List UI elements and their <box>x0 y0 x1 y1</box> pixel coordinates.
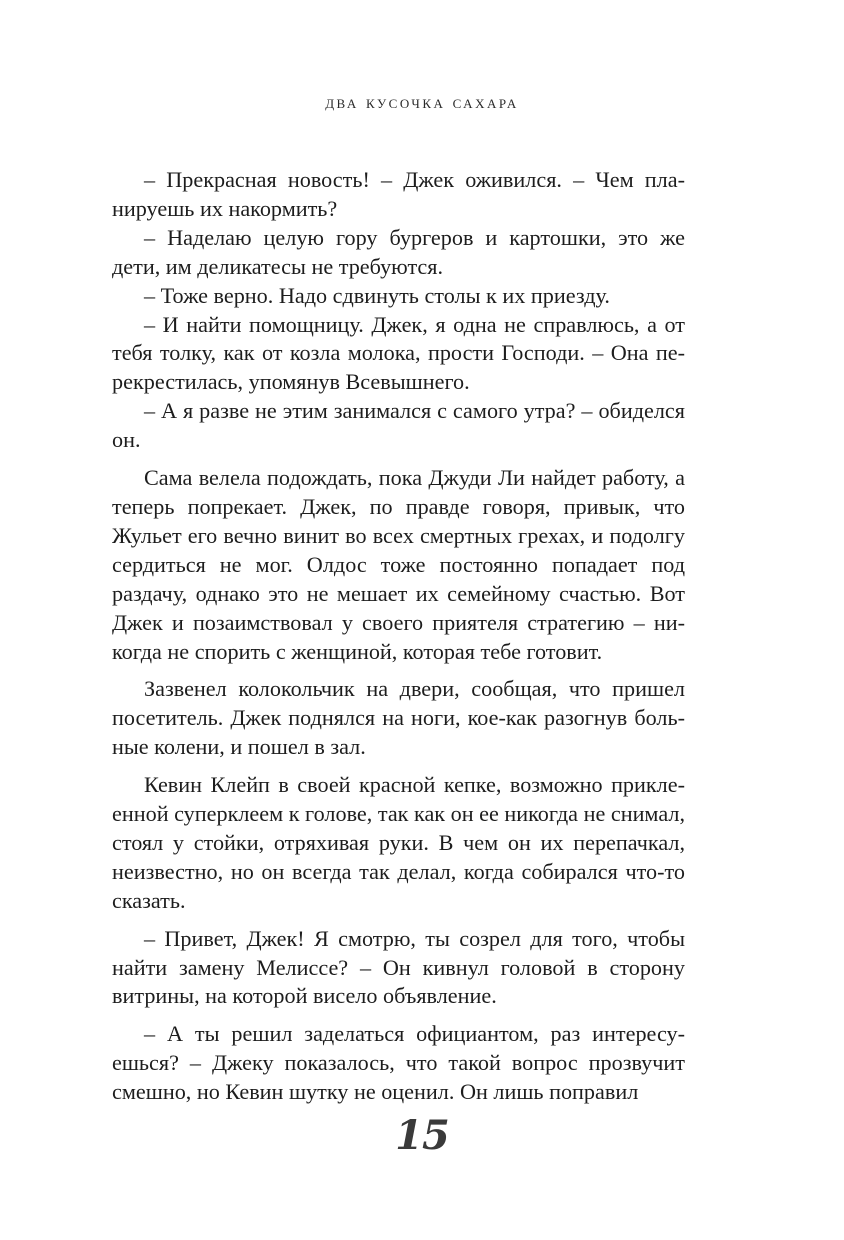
body-text <box>112 166 685 1107</box>
paragraph: – Прекрасная новость! – Джек оживился. – Чем планируешь их накормить? <box>112 167 685 221</box>
paragraph: – А я разве не этим занимался с самого утра? – обиделся он. <box>112 398 685 453</box>
paragraph: Зазвенел колокольчик на двери, сообщая, что пришел посетитель. Джек поднялся на ноги, кое-как разогнув больные колени, и пошел в зал. <box>112 676 685 760</box>
paragraph: Кевин Клейп в своей красной кепке, возможно приклеенной суперклеем к голове, так как он ее никогда не снимал, стоял у стойки, отряхивая руки. В чем он их перепачкал, неизвестно, но он всегда так делал, когда собирался что-то сказать. <box>112 772 685 913</box>
paragraph: – Привет, Джек! Я смотрю, ты созрел для того, чтобы найти замену Мелиссе? – Он кивнул головой в сторону витрины, на которой висело объявление. <box>112 925 685 1009</box>
paragraph: Сама велела подождать, пока Джуди Ли найдет работу, а теперь попрекает. Джек, по правде говоря, привык, что Жульет его вечно винит во всех смертных грехах, и подолгу сердиться не мог. Олдос тоже постоянно попадает под раздачу, однако это не мешает их семейному счастью. Вот Джек и позаимствовал у своего приятеля стратегию – никогда не спорить с женщиной, которая тебе готовит. <box>112 465 685 664</box>
running-head: два кусочка сахара <box>325 92 519 113</box>
page-number: 15 <box>395 1112 449 1159</box>
paragraph: – И найти помощницу. Джек, я одна не справлюсь, а от тебя толку, как от козла молока, прости Господи. – Она перекрестилась, упомянув Всевышнего. <box>112 311 685 395</box>
paragraph: – Наделаю целую гору бургеров и картошки, это же дети, им деликатесы не требуются. <box>112 224 685 279</box>
paragraph: – А ты решил заделаться официантом, раз интересуешься? – Джеку показалось, что такой вопрос прозвучит смешно, но Кевин шутку не оценил. Он лишь поправил <box>112 1021 685 1105</box>
paragraph: – Тоже верно. Надо сдвинуть столы к их приезду. <box>144 282 610 308</box>
